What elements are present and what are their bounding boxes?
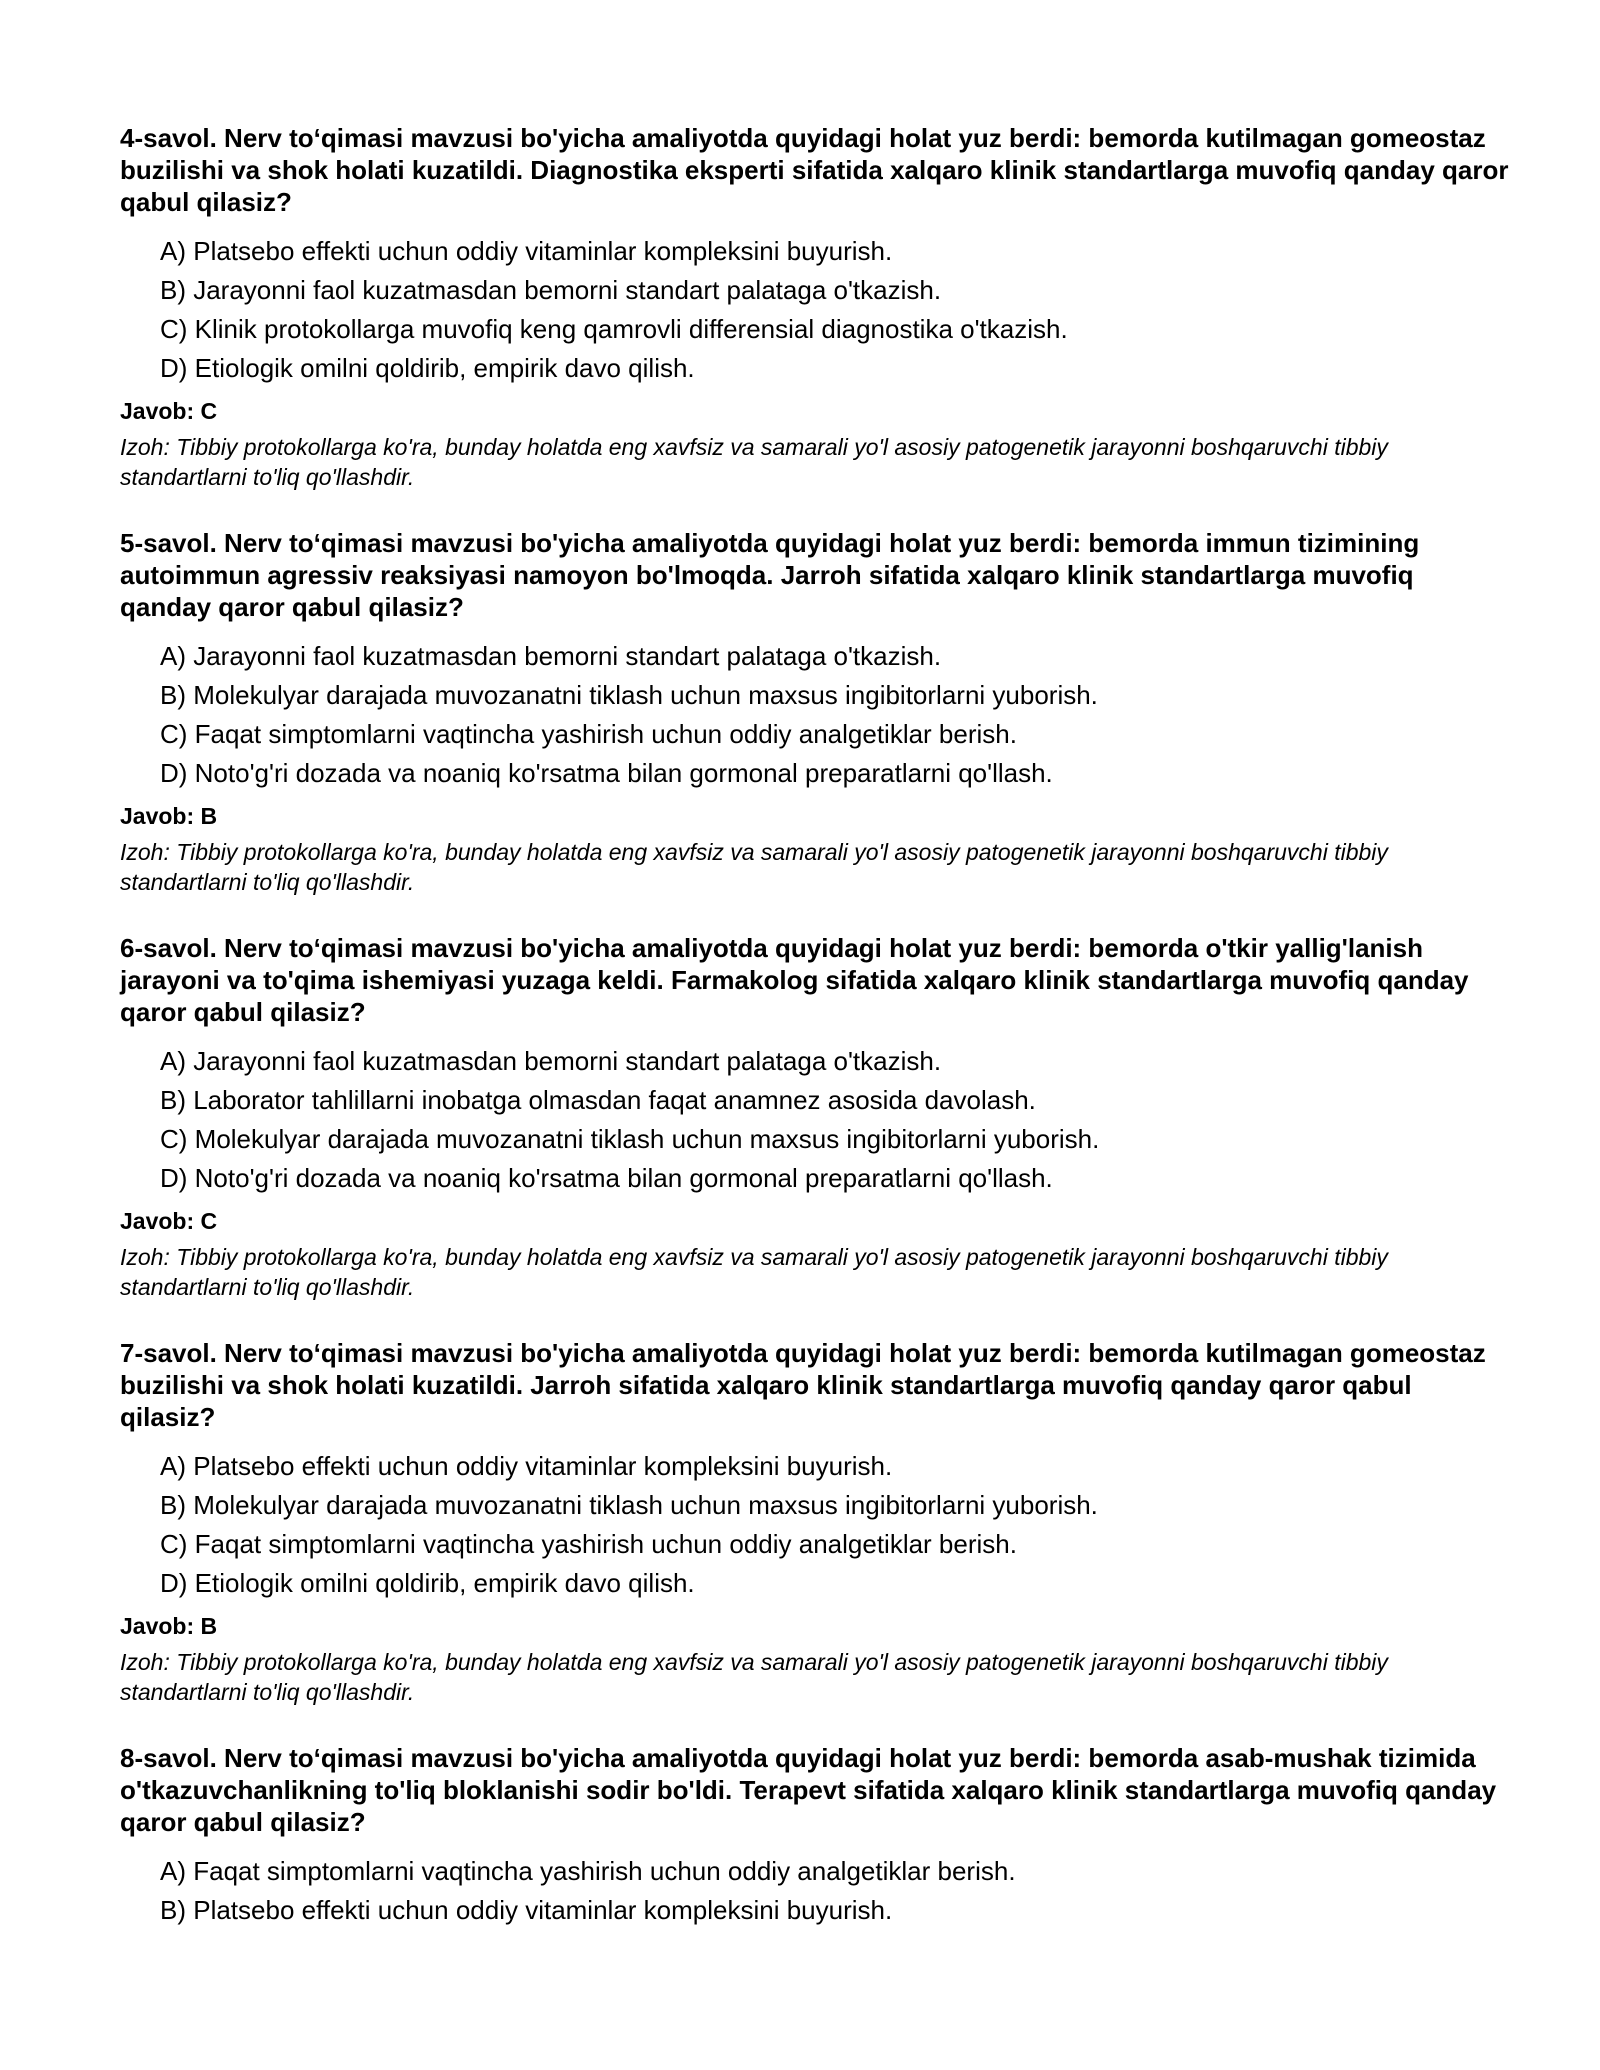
option-b: B) Molekulyar darajada muvozanatni tiklash uchun maxsus ingibitorlarni yuborish. [160,1490,1098,1520]
answer-label: Javob: B [120,1613,218,1639]
option-c: C) Molekulyar darajada muvozanatni tiklash uchun maxsus ingibitorlarni yuborish. [160,1124,1100,1154]
explanation-note: Izoh: Tibbiy protokollarga ko'ra, bunday holatda eng xavfsiz va samarali yo'l asosiy patogenetik jarayonni boshqaruvchi tibbiy standartlarni to'liq qo'llashdir. [120,1244,1388,1300]
options-list [120,637,1510,793]
explanation-note: Izoh: Tibbiy protokollarga ko'ra, bunday holatda eng xavfsiz va samarali yo'l asosiy patogenetik jarayonni boshqaruvchi tibbiy standartlarni to'liq qo'llashdir. [120,839,1388,895]
question-7 [120,1337,1510,1707]
explanation-note: Izoh: Tibbiy protokollarga ko'ra, bunday holatda eng xavfsiz va samarali yo'l asosiy patogenetik jarayonni boshqaruvchi tibbiy standartlarni to'liq qo'llashdir. [120,1649,1388,1705]
option-b: B) Platsebo effekti uchun oddiy vitaminlar kompleksini buyurish. [160,1895,893,1925]
options-list [120,232,1510,388]
option-b: B) Laborator tahlillarni inobatga olmasdan faqat anamnez asosida davolash. [160,1085,1036,1115]
option-d: D) Etiologik omilni qoldirib, empirik davo qilish. [160,353,695,383]
question-4 [120,122,1510,492]
question-5 [120,527,1510,897]
option-d: D) Noto'g'ri dozada va noaniq ko'rsatma bilan gormonal preparatlarni qo'llash. [160,758,1053,788]
option-c: C) Faqat simptomlarni vaqtincha yashirish uchun oddiy analgetiklar berish. [160,719,1017,749]
option-a: A) Platsebo effekti uchun oddiy vitaminlar kompleksini buyurish. [160,1451,893,1481]
question-title: 5-savol. Nerv to‘qimasi mavzusi bo'yicha amaliyotda quyidagi holat yuz berdi: bemorda immun tizimining autoimmun agressiv reaksiyasi namoyon bo'lmoqda. Jarroh sifatida xalqaro klinik standartlarga muvofiq qanday qaror qabul qilasiz? [120,528,1420,622]
option-d: D) Noto'g'ri dozada va noaniq ko'rsatma bilan gormonal preparatlarni qo'llash. [160,1163,1053,1193]
document-page [120,122,1510,1965]
answer-label: Javob: B [120,803,218,829]
option-a: A) Faqat simptomlarni vaqtincha yashirish uchun oddiy analgetiklar berish. [160,1856,1016,1886]
option-a: A) Jarayonni faol kuzatmasdan bemorni standart palataga o'tkazish. [160,641,942,671]
option-c: C) Klinik protokollarga muvofiq keng qamrovli differensial diagnostika o'tkazish. [160,314,1068,344]
option-d: D) Etiologik omilni qoldirib, empirik davo qilish. [160,1568,695,1598]
options-list [120,1852,1510,1930]
option-a: A) Platsebo effekti uchun oddiy vitaminlar kompleksini buyurish. [160,236,893,266]
question-6 [120,932,1510,1302]
explanation-note: Izoh: Tibbiy protokollarga ko'ra, bunday holatda eng xavfsiz va samarali yo'l asosiy patogenetik jarayonni boshqaruvchi tibbiy standartlarni to'liq qo'llashdir. [120,434,1388,490]
option-a: A) Jarayonni faol kuzatmasdan bemorni standart palataga o'tkazish. [160,1046,942,1076]
answer-label: Javob: C [120,1208,218,1234]
question-title: 7-savol. Nerv to‘qimasi mavzusi bo'yicha amaliyotda quyidagi holat yuz berdi: bemorda kutilmagan gomeostaz buzilishi va shok holati kuzatildi. Jarroh sifatida xalqaro klinik standartlarga muvofiq qanday qaror qabul qilasiz? [120,1338,1486,1432]
answer-label: Javob: C [120,398,218,424]
question-title: 6-savol. Nerv to‘qimasi mavzusi bo'yicha amaliyotda quyidagi holat yuz berdi: bemorda o'tkir yallig'lanish jarayoni va to'qima ishemiyasi yuzaga keldi. Farmakolog sifatida xalqaro klinik standartlarga muvofiq qanday qaror qabul qilasiz? [120,933,1469,1027]
option-b: B) Molekulyar darajada muvozanatni tiklash uchun maxsus ingibitorlarni yuborish. [160,680,1098,710]
question-title: 4-savol. Nerv to‘qimasi mavzusi bo'yicha amaliyotda quyidagi holat yuz berdi: bemorda kutilmagan gomeostaz buzilishi va shok holati kuzatildi. Diagnostika eksperti sifatida xalqaro klinik standartlarga muvofiq qanday qaror qabul qilasiz? [120,123,1509,217]
question-8 [120,1742,1510,1930]
question-title: 8-savol. Nerv to‘qimasi mavzusi bo'yicha amaliyotda quyidagi holat yuz berdi: bemorda asab-mushak tizimida o'tkazuvchanlikning to'liq bloklanishi sodir bo'ldi. Terapevt sifatida xalqaro klinik standartlarga muvofiq qanday qaror qabul qilasiz? [120,1743,1497,1837]
option-c: C) Faqat simptomlarni vaqtincha yashirish uchun oddiy analgetiklar berish. [160,1529,1017,1559]
options-list [120,1447,1510,1603]
option-b: B) Jarayonni faol kuzatmasdan bemorni standart palataga o'tkazish. [160,275,942,305]
options-list [120,1042,1510,1198]
